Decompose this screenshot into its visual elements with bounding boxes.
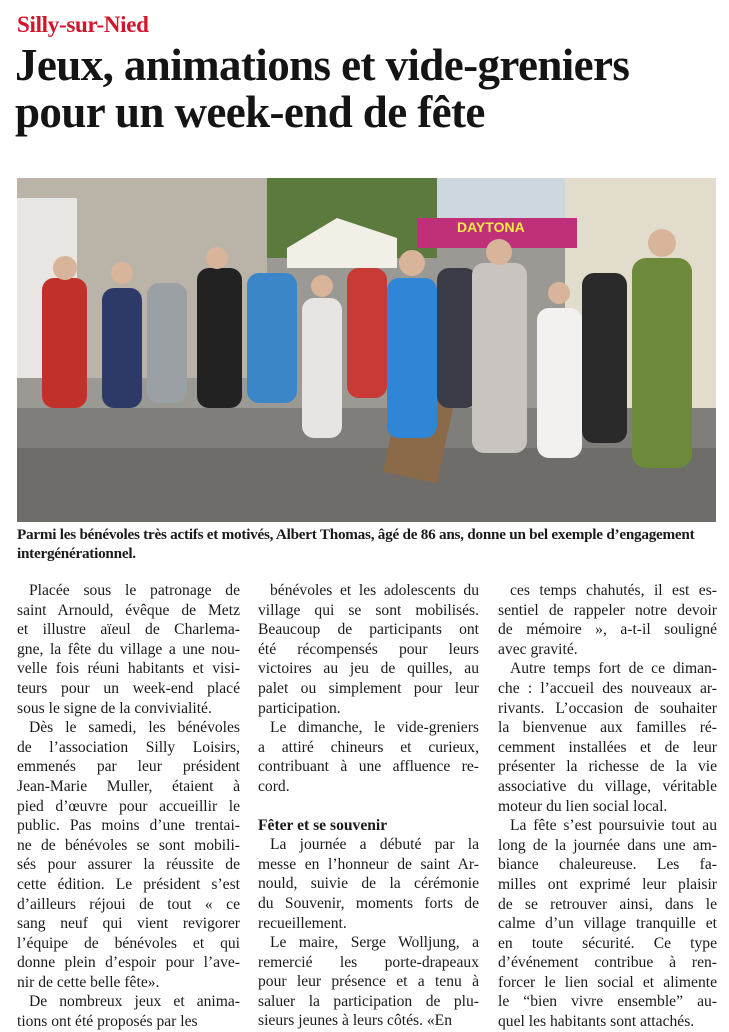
text-line: saint Arnould, évêque de Metz	[17, 601, 240, 619]
subheading: Fêter et se souvenir	[258, 816, 388, 834]
text-line: Beaucoup de participants ont	[258, 621, 479, 639]
text-line: sentiel de rappeler notre devoir	[498, 601, 717, 619]
text-line: Jean-Marie Muller, étaient à	[17, 777, 240, 795]
text-line: contribuant à une affluence re-	[258, 758, 479, 776]
text-line: messe en l’honneur de saint Ar-	[258, 855, 479, 873]
text-line: cord.	[258, 777, 290, 795]
text-line: associative du village, véritable	[498, 777, 717, 795]
text-line: recueillement.	[258, 914, 347, 932]
text-line: velle fois réuni habitants et visi-	[17, 660, 240, 678]
text-line: emmenés par leur président	[17, 758, 240, 776]
text-line: sieurs jeunes à leurs côtés. «En	[258, 1012, 453, 1030]
photo-crowd-illustration	[17, 178, 716, 522]
text-line: sés pour assurer la réussite de	[17, 856, 240, 874]
text-line: pour leur présence et a tenu à	[258, 973, 479, 991]
text-line: nir de cette belle fête».	[17, 973, 160, 991]
text-line: Le dimanche, le vide-greniers	[270, 719, 479, 737]
text-line: en toute sécurité. Ce type	[498, 934, 717, 952]
text-line: quel les habitants sont attachés.	[498, 1013, 695, 1031]
text-line: présenter la richesse de la vie	[498, 758, 717, 776]
text-line: De nombreux jeux et anima-	[29, 993, 240, 1011]
banner-text: DAYTONA	[457, 219, 525, 235]
text-line: moteur du lien social local.	[498, 797, 668, 815]
text-line: biance chaleureuse. Les fa-	[498, 856, 717, 874]
text-line: nould, suivie de la cérémonie	[258, 875, 479, 893]
text-line: de se retrouver ainsi, dans le	[498, 895, 717, 913]
text-line: ces temps chahutés, il est es-	[510, 582, 717, 599]
text-line: Dès le samedi, les bénévoles	[29, 719, 240, 737]
text-line: avec gravité.	[498, 640, 578, 658]
text-line: remercié les porte-drapeaux	[258, 953, 479, 971]
text-line: calme d’un village tranquille et	[498, 915, 717, 933]
text-line: pied d’œuvre pour accueillir le	[17, 797, 240, 815]
text-line: l’équipe de bénévoles et qui	[17, 934, 240, 952]
text-line: victoires au jeu de quilles, au	[258, 660, 479, 678]
article-photo	[17, 178, 716, 522]
text-line: teurs pour un week-end placé	[17, 679, 240, 697]
text-line: cemment installées et de leur	[498, 738, 717, 756]
text-line: et illustre aïeul de Charlema-	[17, 621, 240, 639]
text-line: tions ont été proposés par les	[17, 1013, 198, 1031]
text-line: ne de bénévoles se sont mobili-	[17, 836, 240, 854]
text-line: de l’association Silly Loisirs,	[17, 738, 240, 756]
headline-line: pour un week-end de fête	[15, 87, 485, 137]
text-line: La fête s’est poursuivie tout au	[510, 817, 717, 835]
text-line: palet ou simplement pour leur	[258, 679, 479, 697]
text-line: rivants. L’occasion de souhaiter	[498, 699, 717, 717]
text-line: Placée sous le patronage de	[29, 582, 240, 599]
text-line: la bienvenue aux familles ré-	[498, 719, 717, 737]
text-line: La journée a débuté par la	[270, 836, 479, 854]
headline-line: Jeux, animations et vide-greniers	[15, 40, 630, 90]
text-line: gne, la fête du village a une nou-	[17, 640, 240, 658]
article-column-3	[498, 581, 717, 1032]
text-line: public. Pas moins d’une trentai-	[17, 817, 240, 835]
text-line: cette édition. Le président s’est	[17, 875, 240, 893]
text-line: saluer la participation de plu-	[258, 992, 479, 1010]
text-line: du Souvenir, moments forts de	[258, 894, 479, 912]
headline	[15, 42, 720, 136]
text-line: Autre temps fort de ce diman-	[510, 660, 717, 678]
article-column-1	[17, 581, 240, 1032]
text-line: milles ont exprimé leur plaisir	[498, 875, 717, 893]
text-line: d’événement contribue à ren-	[498, 954, 717, 972]
text-line: donne plein d’espoir pour l’ave-	[17, 954, 240, 972]
text-line: a attiré chineurs et curieux,	[258, 738, 479, 756]
article-column-2	[258, 581, 479, 1031]
text-line: Le maire, Serge Wolljung, a	[270, 934, 479, 952]
text-line: long de la journée dans une am-	[498, 836, 717, 854]
photo-caption: Parmi les bénévoles très actifs et motivés, Albert Thomas, âgé de 86 ans, donne un bel exemple d’engagement intergénérationnel.	[17, 526, 695, 562]
text-line: che : l’accueil des nouveaux ar-	[498, 679, 717, 697]
text-line: de mémoire », a-t-il souligné	[498, 621, 717, 639]
text-line: été récompensés pour leurs	[258, 640, 479, 658]
text-line: sous le signe de la convivialité.	[17, 699, 212, 717]
section-kicker: Silly-sur-Nied	[17, 12, 149, 37]
text-line: village qui se sont mobilisés.	[258, 601, 479, 619]
text-line: sang neuf qui vient revigorer	[17, 915, 240, 933]
text-line: bénévoles et les adolescents du	[270, 582, 479, 599]
text-line: participation.	[258, 699, 341, 717]
text-line: d’ailleurs réjoui de tout « ce	[17, 895, 240, 913]
text-line: le “bien vivre ensemble” au-	[498, 993, 717, 1011]
text-line: forcer le lien social et alimente	[498, 973, 717, 991]
